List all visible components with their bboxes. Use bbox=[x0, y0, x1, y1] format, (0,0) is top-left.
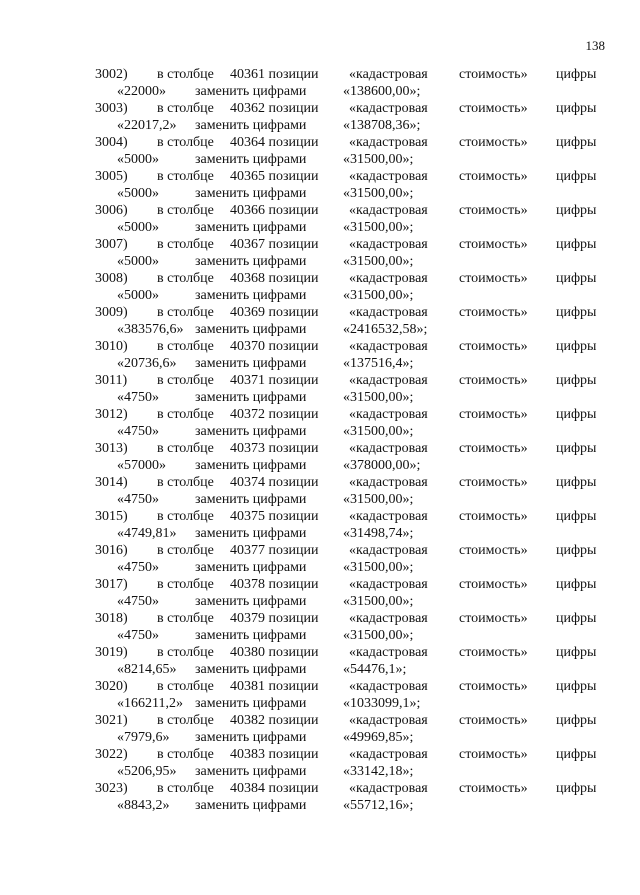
position-text bbox=[230, 542, 319, 559]
old-value: «22000» bbox=[117, 84, 166, 99]
column-code: 40380 bbox=[230, 645, 265, 660]
replace-label: заменить цифрами bbox=[195, 696, 307, 711]
amendment-entry bbox=[0, 168, 640, 202]
entry-number: 3017) bbox=[95, 577, 128, 592]
new-value: «31500,00»; bbox=[343, 288, 414, 303]
position-text bbox=[230, 712, 319, 729]
position-text bbox=[230, 474, 319, 491]
entry-number: 3019) bbox=[95, 645, 128, 660]
position-text bbox=[230, 304, 319, 321]
old-value: «4750» bbox=[117, 594, 159, 609]
in-column-label: в столбце bbox=[157, 679, 214, 694]
entry-number: 3002) bbox=[95, 67, 128, 82]
positions-label: позиции bbox=[268, 577, 319, 592]
column-code: 40364 bbox=[230, 135, 265, 150]
value-word: стоимость» bbox=[459, 373, 528, 388]
cadastral-word: «кадастровая bbox=[349, 203, 428, 218]
amendment-entry bbox=[0, 66, 640, 100]
replace-label: заменить цифрами bbox=[195, 798, 307, 813]
digits-word: цифры bbox=[556, 339, 597, 354]
entry-number: 3020) bbox=[95, 679, 128, 694]
entry-number: 3003) bbox=[95, 101, 128, 116]
amendment-entry bbox=[0, 202, 640, 236]
digits-word: цифры bbox=[556, 135, 597, 150]
column-code: 40384 bbox=[230, 781, 265, 796]
digits-word: цифры bbox=[556, 645, 597, 660]
value-word: стоимость» bbox=[459, 713, 528, 728]
old-value: «4750» bbox=[117, 492, 159, 507]
cadastral-word: «кадастровая bbox=[349, 101, 428, 116]
cadastral-word: «кадастровая bbox=[349, 781, 428, 796]
cadastral-word: «кадастровая bbox=[349, 305, 428, 320]
column-code: 40379 bbox=[230, 611, 265, 626]
positions-label: позиции bbox=[268, 67, 319, 82]
positions-label: позиции bbox=[268, 747, 319, 762]
replace-label: заменить цифрами bbox=[195, 526, 307, 541]
amendment-entry bbox=[0, 338, 640, 372]
entry-number: 3022) bbox=[95, 747, 128, 762]
entry-number: 3009) bbox=[95, 305, 128, 320]
replace-label: заменить цифрами bbox=[195, 730, 307, 745]
column-code: 40382 bbox=[230, 713, 265, 728]
cadastral-word: «кадастровая bbox=[349, 679, 428, 694]
in-column-label: в столбце bbox=[157, 475, 214, 490]
amendment-entry bbox=[0, 304, 640, 338]
column-code: 40369 bbox=[230, 305, 265, 320]
digits-word: цифры bbox=[556, 509, 597, 524]
column-code: 40370 bbox=[230, 339, 265, 354]
new-value: «31500,00»; bbox=[343, 254, 414, 269]
in-column-label: в столбце bbox=[157, 135, 214, 150]
position-text bbox=[230, 406, 319, 423]
new-value: «378000,00»; bbox=[343, 458, 421, 473]
value-word: стоимость» bbox=[459, 441, 528, 456]
new-value: «54476,1»; bbox=[343, 662, 407, 677]
new-value: «31500,00»; bbox=[343, 424, 414, 439]
cadastral-word: «кадастровая bbox=[349, 577, 428, 592]
positions-label: позиции bbox=[268, 645, 319, 660]
in-column-label: в столбце bbox=[157, 781, 214, 796]
amendment-entry bbox=[0, 474, 640, 508]
old-value: «4749,81» bbox=[117, 526, 177, 541]
value-word: стоимость» bbox=[459, 747, 528, 762]
positions-label: позиции bbox=[268, 509, 319, 524]
digits-word: цифры bbox=[556, 101, 597, 116]
column-code: 40361 bbox=[230, 67, 265, 82]
cadastral-word: «кадастровая bbox=[349, 509, 428, 524]
new-value: «138600,00»; bbox=[343, 84, 421, 99]
in-column-label: в столбце bbox=[157, 611, 214, 626]
in-column-label: в столбце bbox=[157, 645, 214, 660]
column-code: 40365 bbox=[230, 169, 265, 184]
digits-word: цифры bbox=[556, 781, 597, 796]
old-value: «383576,6» bbox=[117, 322, 184, 337]
entry-number: 3013) bbox=[95, 441, 128, 456]
digits-word: цифры bbox=[556, 747, 597, 762]
digits-word: цифры bbox=[556, 373, 597, 388]
positions-label: позиции bbox=[268, 611, 319, 626]
positions-label: позиции bbox=[268, 407, 319, 422]
old-value: «8214,65» bbox=[117, 662, 177, 677]
cadastral-word: «кадастровая bbox=[349, 407, 428, 422]
digits-word: цифры bbox=[556, 237, 597, 252]
digits-word: цифры bbox=[556, 305, 597, 320]
cadastral-word: «кадастровая bbox=[349, 645, 428, 660]
value-word: стоимость» bbox=[459, 135, 528, 150]
cadastral-word: «кадастровая bbox=[349, 713, 428, 728]
positions-label: позиции bbox=[268, 169, 319, 184]
new-value: «31498,74»; bbox=[343, 526, 414, 541]
entry-number: 3014) bbox=[95, 475, 128, 490]
in-column-label: в столбце bbox=[157, 203, 214, 218]
replace-label: заменить цифрами bbox=[195, 594, 307, 609]
column-code: 40377 bbox=[230, 543, 265, 558]
cadastral-word: «кадастровая bbox=[349, 271, 428, 286]
old-value: «8843,2» bbox=[117, 798, 170, 813]
digits-word: цифры bbox=[556, 203, 597, 218]
cadastral-word: «кадастровая bbox=[349, 747, 428, 762]
old-value: «20736,6» bbox=[117, 356, 177, 371]
new-value: «31500,00»; bbox=[343, 220, 414, 235]
in-column-label: в столбце bbox=[157, 101, 214, 116]
positions-label: позиции bbox=[268, 203, 319, 218]
digits-word: цифры bbox=[556, 67, 597, 82]
entry-number: 3015) bbox=[95, 509, 128, 524]
entry-number: 3006) bbox=[95, 203, 128, 218]
in-column-label: в столбце bbox=[157, 543, 214, 558]
amendment-entry bbox=[0, 712, 640, 746]
value-word: стоимость» bbox=[459, 203, 528, 218]
old-value: «5206,95» bbox=[117, 764, 177, 779]
digits-word: цифры bbox=[556, 611, 597, 626]
entry-number: 3010) bbox=[95, 339, 128, 354]
column-code: 40371 bbox=[230, 373, 265, 388]
amendment-entry bbox=[0, 746, 640, 780]
amendment-entry bbox=[0, 236, 640, 270]
amendment-entry bbox=[0, 678, 640, 712]
old-value: «57000» bbox=[117, 458, 166, 473]
digits-word: цифры bbox=[556, 271, 597, 286]
replace-label: заменить цифрами bbox=[195, 152, 307, 167]
replace-label: заменить цифрами bbox=[195, 764, 307, 779]
cadastral-word: «кадастровая bbox=[349, 441, 428, 456]
replace-label: заменить цифрами bbox=[195, 492, 307, 507]
position-text bbox=[230, 576, 319, 593]
old-value: «7979,6» bbox=[117, 730, 170, 745]
amendment-entry bbox=[0, 440, 640, 474]
cadastral-word: «кадастровая bbox=[349, 135, 428, 150]
cadastral-word: «кадастровая bbox=[349, 373, 428, 388]
in-column-label: в столбце bbox=[157, 305, 214, 320]
amendment-entry bbox=[0, 576, 640, 610]
positions-label: позиции bbox=[268, 441, 319, 456]
column-code: 40372 bbox=[230, 407, 265, 422]
old-value: «166211,2» bbox=[117, 696, 183, 711]
new-value: «2416532,58»; bbox=[343, 322, 428, 337]
positions-label: позиции bbox=[268, 135, 319, 150]
entry-number: 3016) bbox=[95, 543, 128, 558]
positions-label: позиции bbox=[268, 373, 319, 388]
digits-word: цифры bbox=[556, 407, 597, 422]
old-value: «5000» bbox=[117, 254, 159, 269]
new-value: «31500,00»; bbox=[343, 186, 414, 201]
in-column-label: в столбце bbox=[157, 373, 214, 388]
position-text bbox=[230, 372, 319, 389]
entry-number: 3012) bbox=[95, 407, 128, 422]
position-text bbox=[230, 746, 319, 763]
value-word: стоимость» bbox=[459, 475, 528, 490]
in-column-label: в столбце bbox=[157, 67, 214, 82]
entry-number: 3021) bbox=[95, 713, 128, 728]
digits-word: цифры bbox=[556, 679, 597, 694]
new-value: «31500,00»; bbox=[343, 594, 414, 609]
in-column-label: в столбце bbox=[157, 441, 214, 456]
cadastral-word: «кадастровая bbox=[349, 475, 428, 490]
replace-label: заменить цифрами bbox=[195, 424, 307, 439]
digits-word: цифры bbox=[556, 441, 597, 456]
cadastral-word: «кадастровая bbox=[349, 169, 428, 184]
value-word: стоимость» bbox=[459, 67, 528, 82]
positions-label: позиции bbox=[268, 713, 319, 728]
column-code: 40362 bbox=[230, 101, 265, 116]
value-word: стоимость» bbox=[459, 271, 528, 286]
value-word: стоимость» bbox=[459, 645, 528, 660]
replace-label: заменить цифрами bbox=[195, 560, 307, 575]
old-value: «5000» bbox=[117, 152, 159, 167]
position-text bbox=[230, 644, 319, 661]
cadastral-word: «кадастровая bbox=[349, 339, 428, 354]
column-code: 40381 bbox=[230, 679, 265, 694]
in-column-label: в столбце bbox=[157, 509, 214, 524]
position-text bbox=[230, 236, 319, 253]
replace-label: заменить цифрами bbox=[195, 458, 307, 473]
positions-label: позиции bbox=[268, 781, 319, 796]
value-word: стоимость» bbox=[459, 407, 528, 422]
new-value: «31500,00»; bbox=[343, 152, 414, 167]
entry-number: 3005) bbox=[95, 169, 128, 184]
positions-label: позиции bbox=[268, 101, 319, 116]
amendment-entry bbox=[0, 372, 640, 406]
value-word: стоимость» bbox=[459, 577, 528, 592]
amendment-entry bbox=[0, 644, 640, 678]
cadastral-word: «кадастровая bbox=[349, 543, 428, 558]
old-value: «4750» bbox=[117, 424, 159, 439]
old-value: «4750» bbox=[117, 560, 159, 575]
position-text bbox=[230, 66, 319, 83]
new-value: «31500,00»; bbox=[343, 390, 414, 405]
replace-label: заменить цифрами bbox=[195, 288, 307, 303]
amendment-entry bbox=[0, 134, 640, 168]
column-code: 40378 bbox=[230, 577, 265, 592]
old-value: «4750» bbox=[117, 390, 159, 405]
positions-label: позиции bbox=[268, 543, 319, 558]
replace-label: заменить цифрами bbox=[195, 322, 307, 337]
amendment-entry bbox=[0, 508, 640, 542]
new-value: «31500,00»; bbox=[343, 628, 414, 643]
amendment-entry bbox=[0, 610, 640, 644]
in-column-label: в столбце bbox=[157, 237, 214, 252]
column-code: 40374 bbox=[230, 475, 265, 490]
in-column-label: в столбце bbox=[157, 271, 214, 286]
positions-label: позиции bbox=[268, 475, 319, 490]
value-word: стоимость» bbox=[459, 237, 528, 252]
page-number: 138 bbox=[585, 38, 605, 53]
column-code: 40368 bbox=[230, 271, 265, 286]
new-value: «1033099,1»; bbox=[343, 696, 421, 711]
entry-number: 3023) bbox=[95, 781, 128, 796]
digits-word: цифры bbox=[556, 713, 597, 728]
value-word: стоимость» bbox=[459, 543, 528, 558]
old-value: «5000» bbox=[117, 288, 159, 303]
entry-number: 3011) bbox=[95, 373, 128, 388]
old-value: «5000» bbox=[117, 186, 159, 201]
old-value: «22017,2» bbox=[117, 118, 177, 133]
replace-label: заменить цифрами bbox=[195, 254, 307, 269]
column-code: 40366 bbox=[230, 203, 265, 218]
amendment-entry bbox=[0, 542, 640, 576]
position-text bbox=[230, 508, 319, 525]
replace-label: заменить цифрами bbox=[195, 220, 307, 235]
value-word: стоимость» bbox=[459, 305, 528, 320]
cadastral-word: «кадастровая bbox=[349, 611, 428, 626]
digits-word: цифры bbox=[556, 475, 597, 490]
entry-number: 3018) bbox=[95, 611, 128, 626]
replace-label: заменить цифрами bbox=[195, 356, 307, 371]
new-value: «49969,85»; bbox=[343, 730, 414, 745]
in-column-label: в столбце bbox=[157, 339, 214, 354]
replace-label: заменить цифрами bbox=[195, 662, 307, 677]
replace-label: заменить цифрами bbox=[195, 118, 307, 133]
amendment-entry bbox=[0, 270, 640, 304]
old-value: «4750» bbox=[117, 628, 159, 643]
in-column-label: в столбце bbox=[157, 577, 214, 592]
position-text bbox=[230, 338, 319, 355]
value-word: стоимость» bbox=[459, 679, 528, 694]
positions-label: позиции bbox=[268, 305, 319, 320]
in-column-label: в столбце bbox=[157, 747, 214, 762]
replace-label: заменить цифрами bbox=[195, 186, 307, 201]
digits-word: цифры bbox=[556, 577, 597, 592]
new-value: «137516,4»; bbox=[343, 356, 414, 371]
position-text bbox=[230, 780, 319, 797]
amendment-list bbox=[0, 66, 640, 814]
in-column-label: в столбце bbox=[157, 407, 214, 422]
positions-label: позиции bbox=[268, 339, 319, 354]
value-word: стоимость» bbox=[459, 101, 528, 116]
value-word: стоимость» bbox=[459, 781, 528, 796]
positions-label: позиции bbox=[268, 679, 319, 694]
value-word: стоимость» bbox=[459, 169, 528, 184]
position-text bbox=[230, 168, 319, 185]
position-text bbox=[230, 134, 319, 151]
position-text bbox=[230, 202, 319, 219]
in-column-label: в столбце bbox=[157, 713, 214, 728]
position-text bbox=[230, 100, 319, 117]
digits-word: цифры bbox=[556, 169, 597, 184]
positions-label: позиции bbox=[268, 271, 319, 286]
amendment-entry bbox=[0, 780, 640, 814]
replace-label: заменить цифрами bbox=[195, 84, 307, 99]
entry-number: 3008) bbox=[95, 271, 128, 286]
value-word: стоимость» bbox=[459, 509, 528, 524]
digits-word: цифры bbox=[556, 543, 597, 558]
entry-number: 3004) bbox=[95, 135, 128, 150]
value-word: стоимость» bbox=[459, 339, 528, 354]
position-text bbox=[230, 678, 319, 695]
column-code: 40383 bbox=[230, 747, 265, 762]
new-value: «55712,16»; bbox=[343, 798, 414, 813]
position-text bbox=[230, 610, 319, 627]
amendment-entry bbox=[0, 406, 640, 440]
column-code: 40375 bbox=[230, 509, 265, 524]
replace-label: заменить цифрами bbox=[195, 390, 307, 405]
column-code: 40373 bbox=[230, 441, 265, 456]
in-column-label: в столбце bbox=[157, 169, 214, 184]
new-value: «31500,00»; bbox=[343, 560, 414, 575]
new-value: «31500,00»; bbox=[343, 492, 414, 507]
amendment-entry bbox=[0, 100, 640, 134]
old-value: «5000» bbox=[117, 220, 159, 235]
cadastral-word: «кадастровая bbox=[349, 237, 428, 252]
column-code: 40367 bbox=[230, 237, 265, 252]
entry-number: 3007) bbox=[95, 237, 128, 252]
positions-label: позиции bbox=[268, 237, 319, 252]
new-value: «33142,18»; bbox=[343, 764, 414, 779]
new-value: «138708,36»; bbox=[343, 118, 421, 133]
replace-label: заменить цифрами bbox=[195, 628, 307, 643]
cadastral-word: «кадастровая bbox=[349, 67, 428, 82]
position-text bbox=[230, 270, 319, 287]
position-text bbox=[230, 440, 319, 457]
value-word: стоимость» bbox=[459, 611, 528, 626]
